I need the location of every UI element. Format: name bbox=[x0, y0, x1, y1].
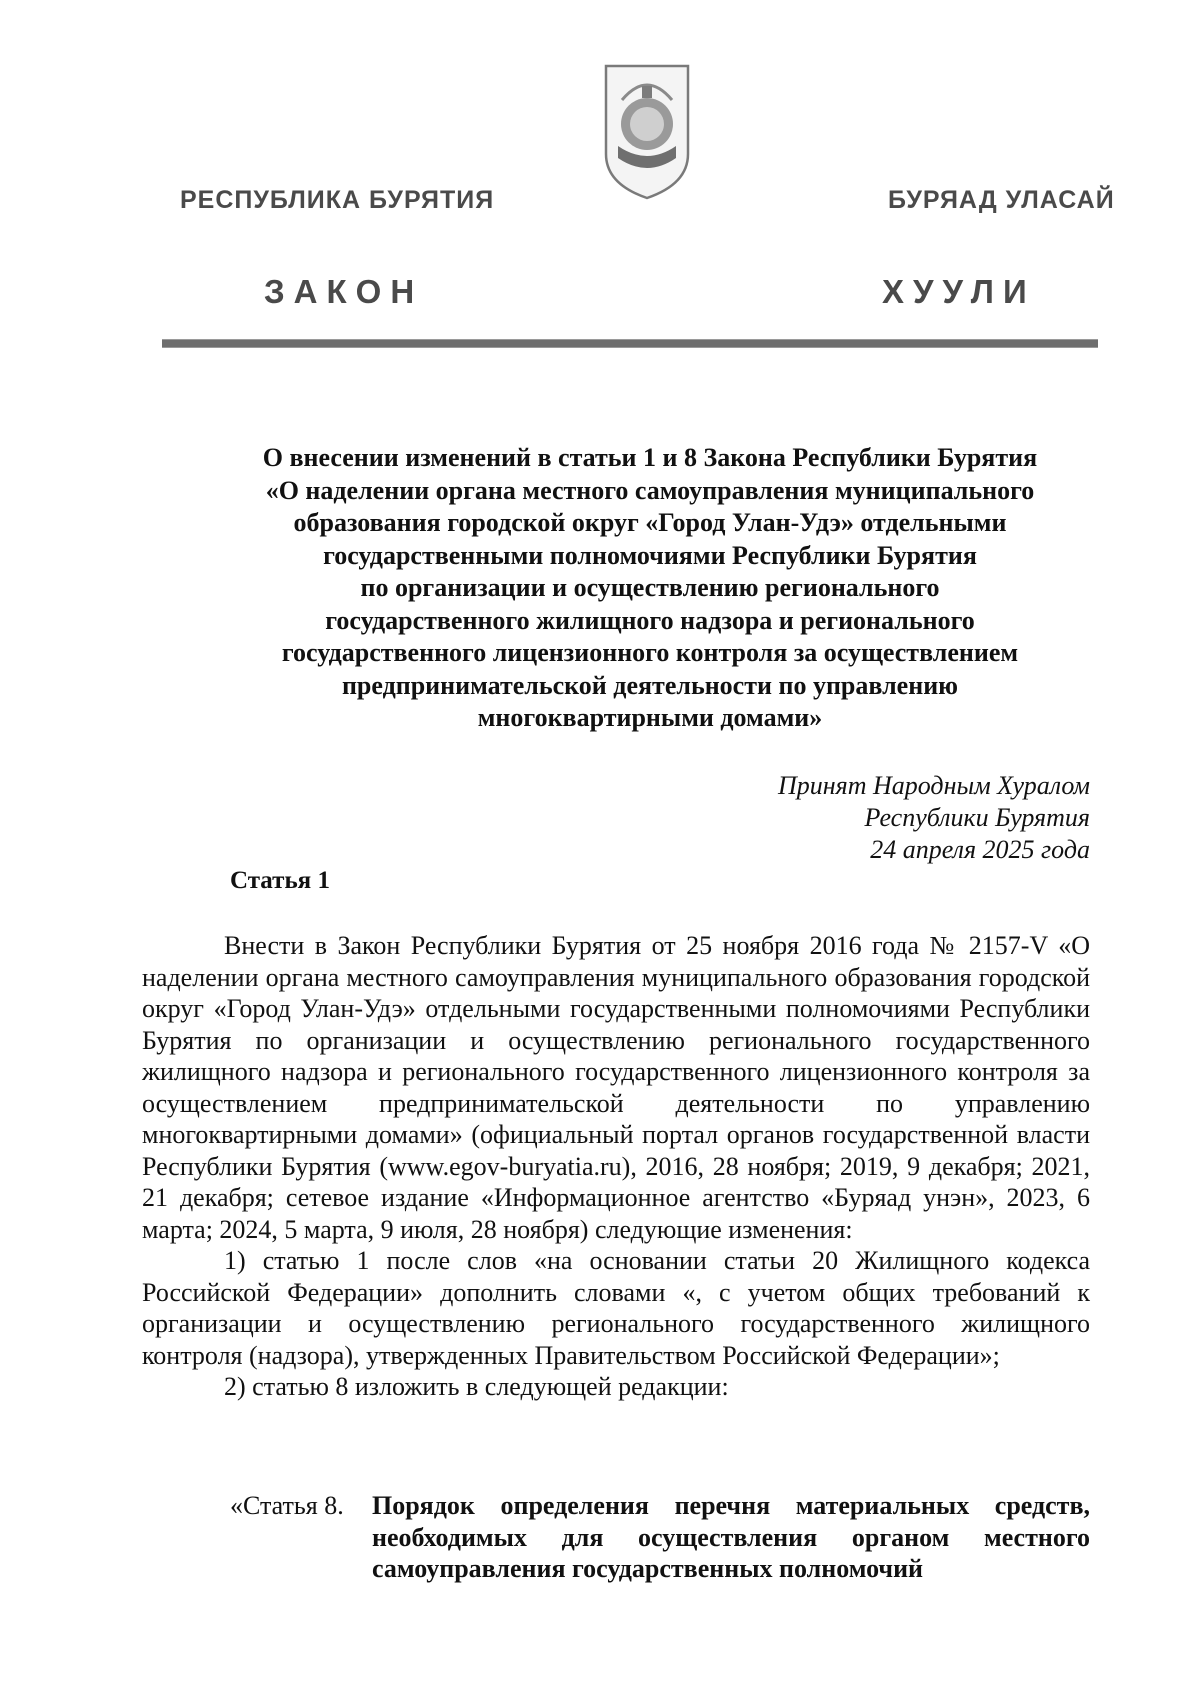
title-line: «О наделении органа местного самоуправления муниципального bbox=[265, 475, 1035, 505]
title-line: предпринимательской деятельности по управлению bbox=[341, 670, 959, 700]
title-line: О внесении изменений в статьи 1 и 8 Закона Республики Бурятия bbox=[262, 443, 1038, 472]
adoption-note bbox=[778, 770, 1090, 866]
document-type-buryat: ХУУЛИ bbox=[882, 273, 1036, 310]
title-line: многоквартирными домами» bbox=[477, 703, 823, 732]
paragraph-main: Внести в Закон Республики Бурятия от 25 ноября 2016 года № 2157-V «О наделении органа местного самоуправления муниципального образования городской округ «Город Улан-Удэ» отдельными государственными полномочиями Республики Бурятия по организации и осуществлению регионального государственного жилищного надзора и регионального государственного лицензионного контроля за осуществлением предпринимательской деятельности по управлению многоквартирными домами» (официальный портал органов государственной власти Республики Бурятия (www.egov-buryatia.ru), 2016, 28 ноября; 2019, 9 декабря; 2021, 21 декабря; сетевое издание «Информационное агентство «Буряад унэн», 2023, 6 марта; 2024, 5 марта, 9 июля, 28 ноября) следующие изменения: bbox=[142, 931, 1090, 1244]
adoption-line: Принят Народным Хуралом bbox=[777, 771, 1090, 800]
republic-name-russian: РЕСПУБЛИКА БУРЯТИЯ bbox=[180, 186, 495, 214]
law-title bbox=[200, 442, 1100, 735]
adoption-date: 24 апреля 2025 года bbox=[870, 835, 1090, 864]
article-1-body bbox=[142, 930, 1090, 1403]
article-8-title: Порядок определения перечня материальных средств, необходимых для осуществления органом местного самоуправления государственных полномочий bbox=[372, 1491, 1090, 1583]
paragraph-item-1: 1) статью 1 после слов «на основании статьи 20 Жилищного кодекса Российской Федерации» дополнить словами «, с учетом общих требований к организации и осуществлению регионального государственного жилищного контроля (надзора), утвержденных Правительством Российской Федерации»; bbox=[142, 1246, 1090, 1370]
adoption-line: Республики Бурятия bbox=[864, 803, 1090, 832]
republic-name-buryat: БУРЯАД УЛАСАЙ bbox=[888, 186, 1115, 214]
header-divider bbox=[162, 339, 1098, 348]
article-8-block bbox=[230, 1490, 1090, 1585]
title-line: государственными полномочиями Республики Бурятия bbox=[323, 540, 977, 570]
article-8-label: «Статья 8. bbox=[230, 1491, 344, 1520]
title-line: образования городской округ «Город Улан-Удэ» отдельными bbox=[293, 508, 1007, 537]
title-line: по организации и осуществлению регионального bbox=[360, 573, 940, 602]
paragraph-item-2: 2) статью 8 изложить в следующей редакции: bbox=[224, 1372, 729, 1401]
buryatia-coat-of-arms-icon bbox=[600, 62, 694, 202]
title-line: государственного лицензионного контроля за осуществлением bbox=[281, 638, 1019, 667]
title-line: государственного жилищного надзора и регионального bbox=[325, 605, 975, 635]
article-1-heading: Статья 1 bbox=[230, 867, 330, 894]
document-type-russian: ЗАКОН bbox=[264, 273, 424, 310]
